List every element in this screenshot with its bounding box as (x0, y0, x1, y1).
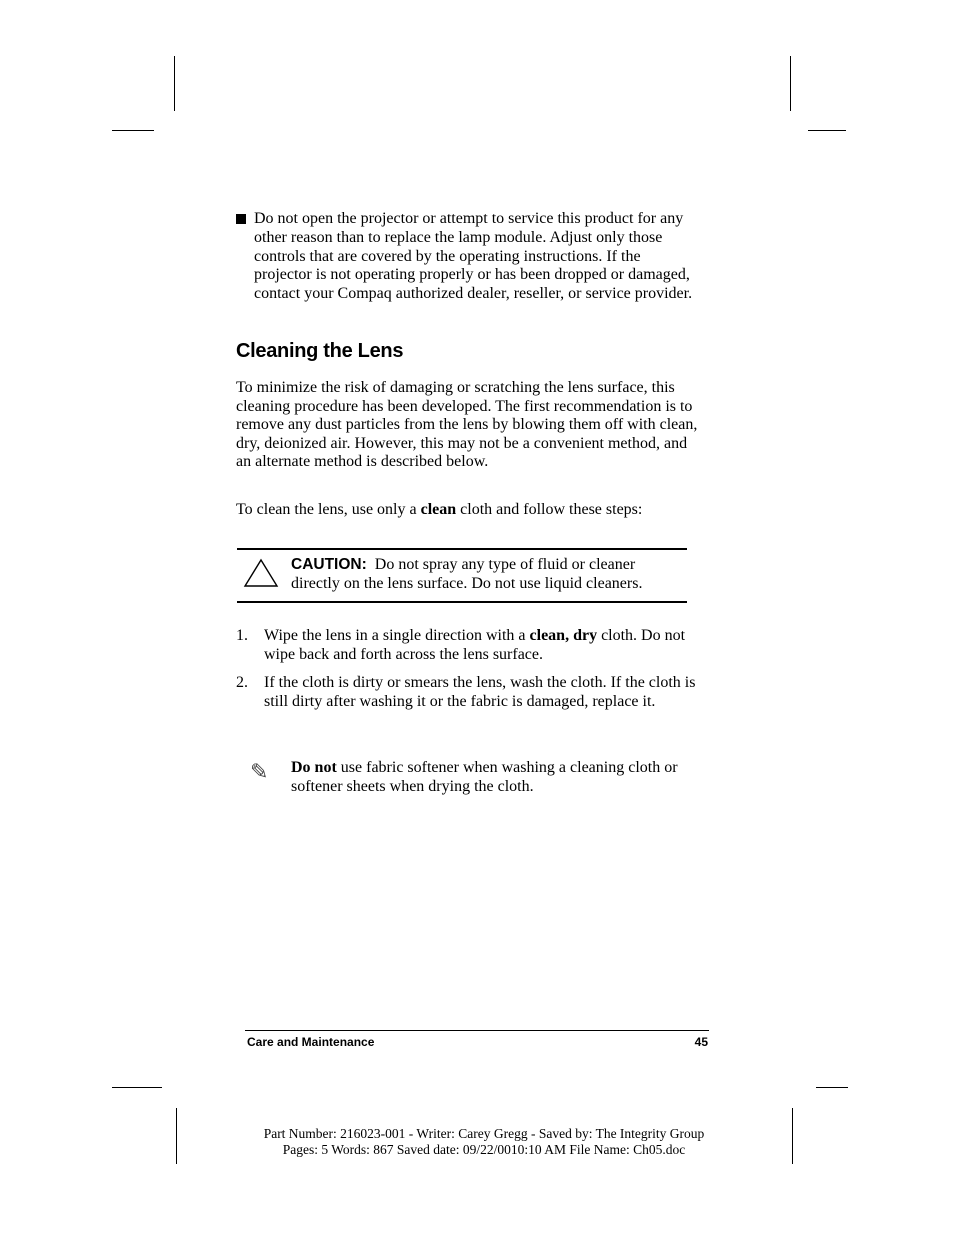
list-item (236, 674, 706, 712)
list-item (236, 627, 706, 665)
caution-body: Do not spray any type of fluid or cleaner directly on the lens surface. Do not use liquid cleaners. (291, 556, 643, 592)
step-text: If the cloth is dirty or smears the lens, wash the cloth. If the cloth is still dirty after washing it or the fabric is damaged, replace it. (264, 674, 696, 710)
crop-mark (112, 1087, 162, 1088)
step-bold: clean, dry (529, 627, 598, 644)
crop-mark (792, 1108, 793, 1164)
crop-mark (790, 56, 791, 111)
steps-intro-bold: clean (420, 501, 457, 518)
step-number: 2. (236, 674, 248, 691)
caution-label: CAUTION: (291, 556, 367, 573)
step-text-part: cloth. Do not wipe back and forth across the lens surface. (264, 627, 686, 663)
intro-paragraph: To minimize the risk of damaging or scratching the lens surface, this cleaning procedure has been developed. The first recommendation is to remove any dust particles from the lens by blowing them off with clean, dry, deionized air. However, this may not be a convenient method, and an alternate method is described below. (236, 379, 698, 471)
chapter-title: Care and Maintenance (247, 1035, 375, 1049)
part-info-line: Pages: 5 Words: 867 Saved date: 09/22/0010:10 AM File Name: Ch05.doc (282, 1142, 686, 1157)
note-text (291, 758, 700, 796)
step-text (264, 627, 706, 665)
steps-intro-paragraph (236, 501, 706, 520)
square-bullet-icon (236, 214, 246, 224)
caution-text (291, 555, 687, 593)
warning-triangle-icon (243, 558, 279, 588)
steps-intro-text: To clean the lens, use only a (236, 501, 421, 518)
bullet-text: Do not open the projector or attempt to service this product for any other reason than to replace the lamp module. Adjust only those controls that are covered by the operating instructions. If the projector is not operating properly or has been dropped or damaged, contact your Compaq authorized dealer, reseller, or service provider. (254, 210, 693, 303)
crop-mark (816, 1087, 848, 1088)
crop-mark (174, 56, 175, 111)
bullet-item (236, 210, 696, 304)
steps-intro-text: cloth and follow these steps: (456, 501, 643, 518)
note (250, 758, 700, 796)
caution-box (237, 548, 687, 603)
crop-mark (112, 130, 154, 131)
note-body: use fabric softener when washing a cleaning cloth or softener sheets when drying the cloth. (291, 759, 678, 795)
page-number: 45 (694, 1035, 708, 1049)
step-text-part: Wipe the lens in a single direction with a (264, 627, 530, 644)
step-number: 1. (236, 627, 248, 644)
crop-mark (808, 130, 846, 131)
crop-mark (176, 1108, 177, 1164)
part-info-line: Part Number: 216023-001 - Writer: Carey Gregg - Saved by: The Integrity Group (263, 1126, 705, 1141)
section-title: Cleaning the Lens (236, 340, 404, 362)
footer-rule (245, 1030, 709, 1031)
note-bold: Do not (291, 759, 337, 776)
pencil-icon: ✎ (250, 759, 269, 784)
